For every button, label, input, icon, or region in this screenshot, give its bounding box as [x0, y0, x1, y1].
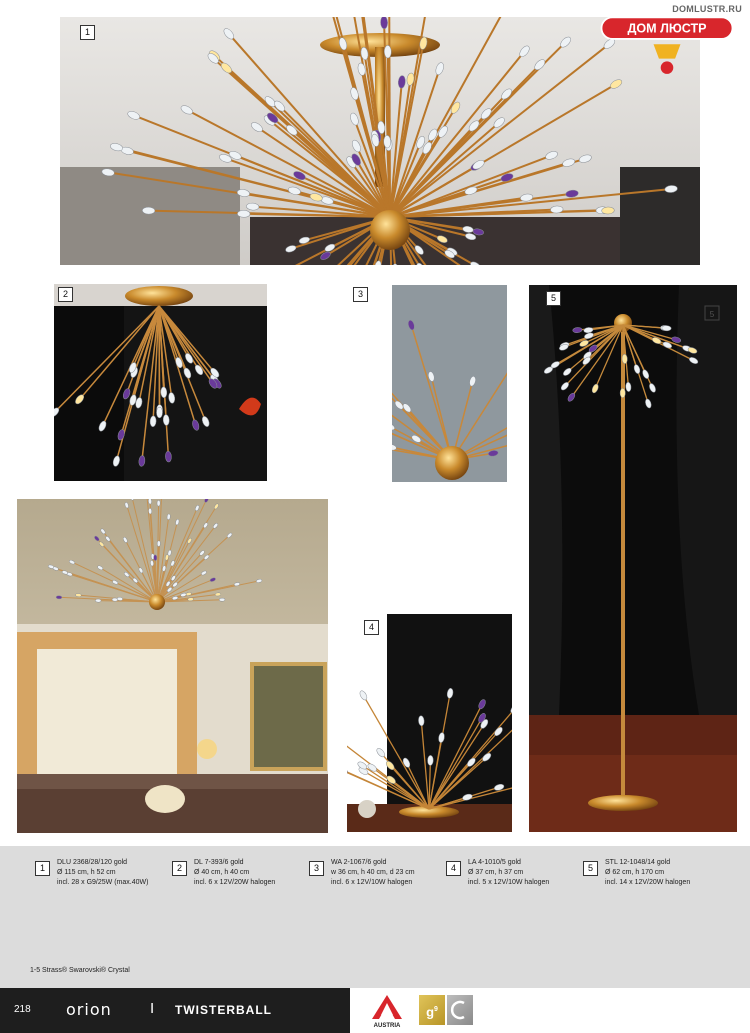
spec-dimensions-2: Ø 40 cm, h 40 cm	[194, 869, 250, 876]
photo-wall-lamp	[392, 285, 507, 482]
photo5-corner-mark: 5	[709, 310, 715, 319]
spec-model-2: DL 7-393/6 gold	[194, 859, 244, 866]
spec-dimensions-4: Ø 37 cm, h 37 cm	[468, 869, 524, 876]
austria-logo	[368, 993, 406, 1029]
spec-dimensions-3: w 36 cm, h 40 cm, d 23 cm	[331, 869, 415, 876]
crystal-note: 1-5 Strass® Swarovski® Crystal	[30, 967, 130, 974]
spec-bulbs-1: incl. 28 x G9/25W (max.40W)	[57, 879, 149, 886]
austria-label: AUSTRIA	[373, 1023, 401, 1029]
watermark-logo	[592, 4, 742, 82]
spec-model-5: STL 12-1048/14 gold	[605, 859, 671, 866]
figure-number-5: 5	[546, 291, 561, 306]
footer-separator: I	[150, 1000, 155, 1017]
footer-brand-bar	[0, 988, 350, 1033]
spec-bulbs-2: incl. 6 x 12V/20W halogen	[194, 879, 276, 886]
page-footer	[0, 988, 750, 1033]
g9-bulb-badge	[419, 995, 445, 1025]
photo-floor-lamp	[529, 285, 737, 832]
photo-ceiling-lamp	[54, 284, 267, 481]
watermark-logo-text: ДОМ ЛЮСТР	[627, 21, 707, 36]
spec-bulbs-3: incl. 6 x 12V/10W halogen	[331, 879, 413, 886]
watermark-url: DOMLUSTR.RU	[672, 4, 742, 14]
spec-number-5: 5	[583, 861, 598, 876]
photo-living-room	[17, 499, 328, 833]
spec-number-3: 3	[309, 861, 324, 876]
spec-bulbs-5: incl. 14 x 12V/20W halogen	[605, 879, 691, 886]
figure-number-3: 3	[353, 287, 368, 302]
series-title: TWISTERBALL	[175, 1003, 272, 1017]
spec-band	[0, 846, 750, 988]
spec-dimensions-1: Ø 115 cm, h 52 cm	[57, 869, 116, 876]
spec-bulbs-4: incl. 5 x 12V/10W halogen	[468, 879, 550, 886]
photo-table-lamp	[347, 614, 512, 832]
spec-model-1: DLU 2368/28/120 gold	[57, 859, 128, 866]
halogen-badge-icon	[447, 995, 473, 1025]
figure-number-1: 1	[80, 25, 95, 40]
g9-badge-sup: 9	[434, 1006, 438, 1013]
spec-number-2: 2	[172, 861, 187, 876]
brand-logo: orion	[66, 1000, 112, 1019]
page-number: 218	[14, 1004, 31, 1015]
spec-number-1: 1	[35, 861, 50, 876]
spec-model-3: WA 2-1067/6 gold	[331, 859, 387, 866]
figure-number-4: 4	[364, 620, 379, 635]
g9-badge-letter: g	[426, 1004, 435, 1020]
figure-number-2: 2	[58, 287, 73, 302]
spec-model-4: LA 4-1010/5 gold	[468, 859, 521, 866]
spec-number-4: 4	[446, 861, 461, 876]
spec-dimensions-5: Ø 62 cm, h 170 cm	[605, 869, 665, 876]
